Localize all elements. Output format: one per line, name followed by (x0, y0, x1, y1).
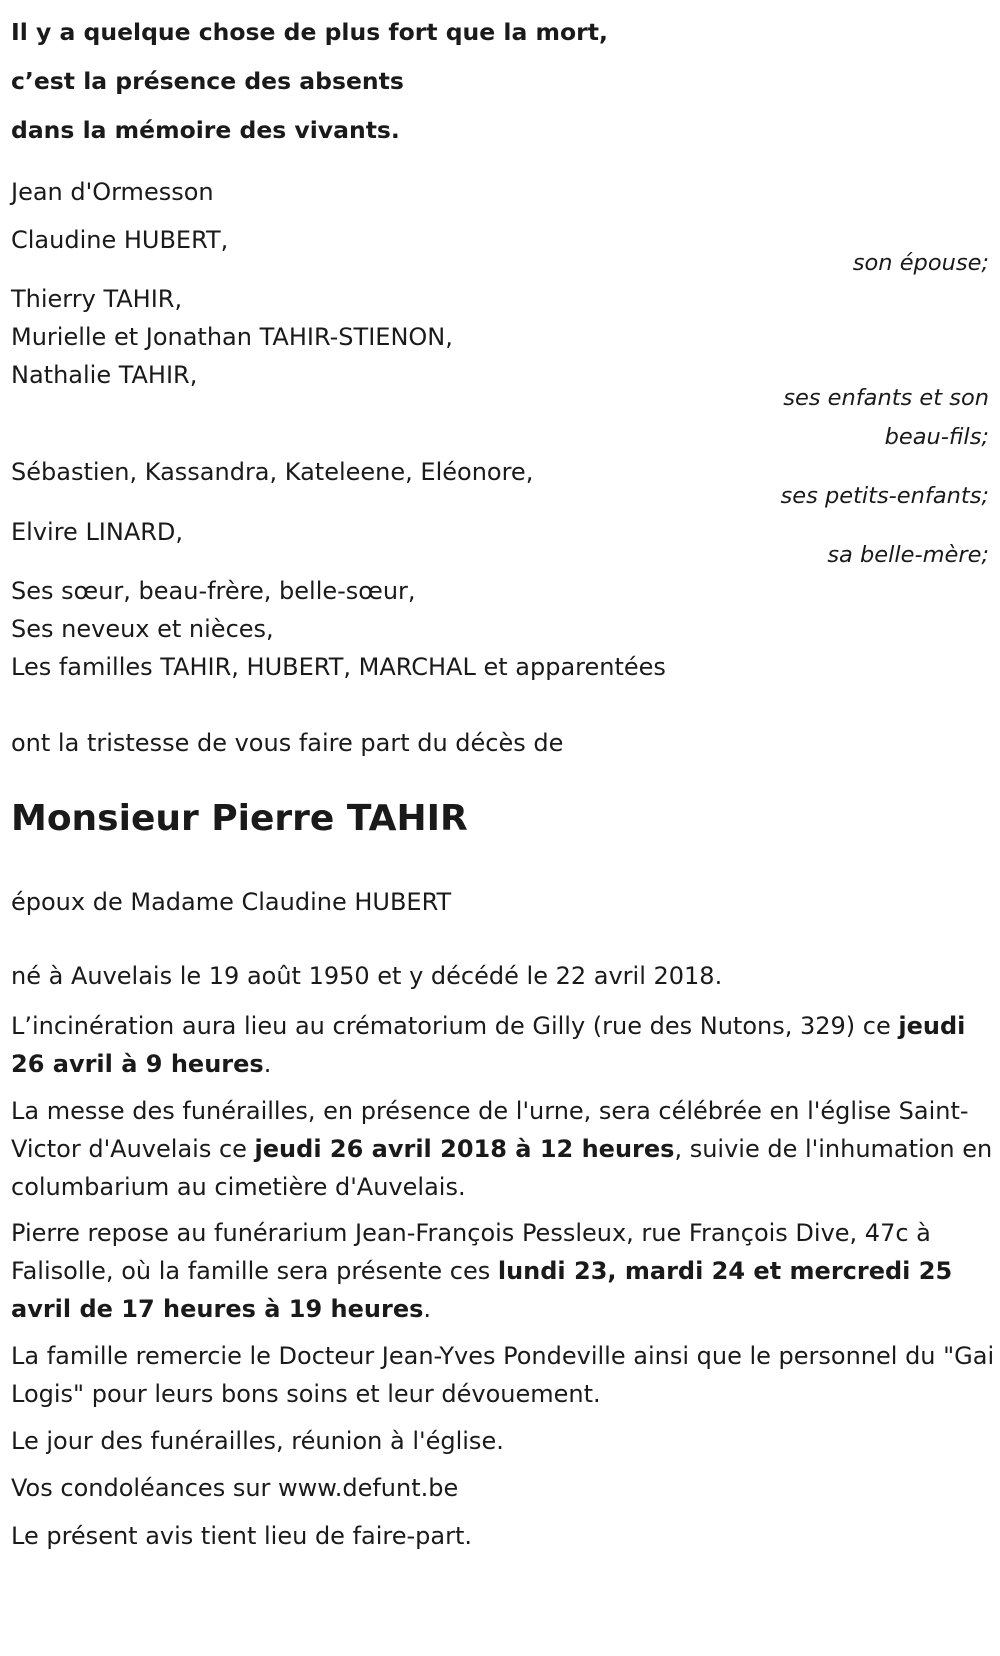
visitation-end: . (423, 1295, 432, 1323)
mother-in-law-role: sa belle-mère; (827, 542, 989, 568)
mass-text: La messe des funérailles, en présence de l'urne, sera célébrée en l'église Saint-Victor d'Auvelais ce (11, 1097, 969, 1163)
child-name: Thierry TAHIR, (11, 285, 183, 313)
cremation-end: . (263, 1050, 272, 1078)
deceased-spouse-line: époux de Madame Claudine HUBERT (11, 888, 452, 916)
relatives-line: Ses neveux et nièces, (11, 615, 274, 643)
deceased-name: Monsieur Pierre TAHIR (11, 798, 468, 839)
spouse-role: son épouse; (852, 250, 989, 276)
quote-author: Jean d'Ormesson (11, 178, 214, 206)
children-role-line1: ses enfants et son (783, 385, 989, 411)
child-name: Nathalie TAHIR, (11, 361, 198, 389)
visitation-paragraph (11, 1214, 996, 1328)
visitation-dates: lundi 23, mardi 24 et mercredi 25 avril de 17 heures à 19 heures (11, 1257, 953, 1323)
spouse-name: Claudine HUBERT, (11, 226, 229, 254)
quote-line: Il y a quelque chose de plus fort que la mort, (11, 18, 608, 46)
cremation-date: jeudi 26 avril à 9 heures (11, 1012, 966, 1078)
relatives-line: Ses sœur, beau-frère, belle-sœur, (11, 577, 416, 605)
notice-line: Le présent avis tient lieu de faire-part. (11, 1522, 473, 1550)
quote-line: dans la mémoire des vivants. (11, 116, 400, 144)
mass-paragraph (11, 1092, 996, 1206)
mother-in-law-name: Elvire LINARD, (11, 518, 184, 546)
visitation-text: Pierre repose au funérarium Jean-François Pessleux, rue François Dive, 47c à Falisolle, où la famille sera présente ces (11, 1219, 931, 1285)
thanks-paragraph: La famille remercie le Docteur Jean-Yves Pondeville ainsi que le personnel du "Gai Logis" pour leurs bons soins et leur dévouement. (11, 1342, 995, 1408)
cremation-paragraph (11, 1007, 996, 1083)
meeting-line: Le jour des funérailles, réunion à l'église. (11, 1427, 504, 1455)
grandchildren-role: ses petits-enfants; (780, 483, 989, 509)
relatives-line: Les familles TAHIR, HUBERT, MARCHAL et apparentées (11, 653, 666, 681)
mass-date: jeudi 26 avril 2018 à 12 heures (254, 1135, 675, 1163)
children-role-line2: beau-fils; (884, 424, 989, 450)
grandchildren-names: Sébastien, Kassandra, Kateleene, Eléonore, (11, 458, 534, 486)
birth-death-line: né à Auvelais le 19 août 1950 et y décédé le 22 avril 2018. (11, 962, 723, 990)
quote (11, 8, 608, 155)
child-name: Murielle et Jonathan TAHIR-STIENON, (11, 323, 453, 351)
quote-line: c’est la présence des absents (11, 67, 404, 95)
cremation-text: L’incinération aura lieu au crématorium de Gilly (rue des Nutons, 329) ce (11, 1012, 899, 1040)
condolences-line: Vos condoléances sur www.defunt.be (11, 1474, 459, 1502)
announcement: ont la tristesse de vous faire part du décès de (11, 729, 564, 757)
mass-end: , suivie de l'inhumation en columbarium au cimetière d'Auvelais. (11, 1135, 993, 1201)
